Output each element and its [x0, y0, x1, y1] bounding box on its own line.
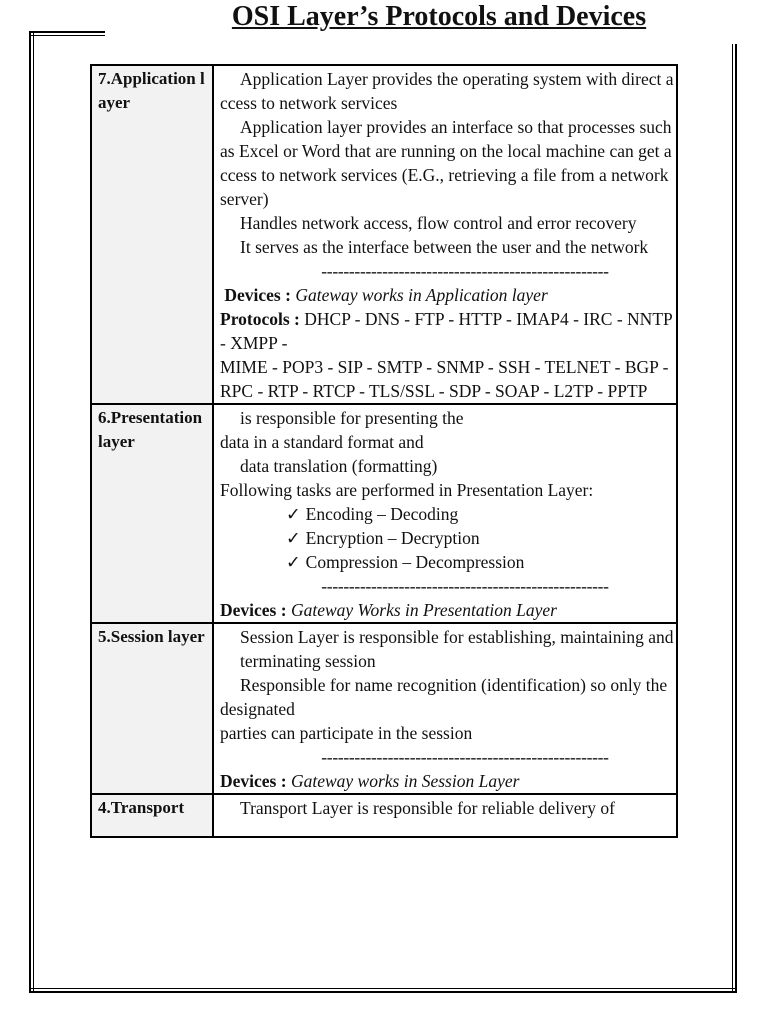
- description-paragraph: Handles network access, flow control and error recovery: [240, 213, 637, 233]
- description-line: Session Layer is responsible for establishing, maintaining and: [240, 627, 674, 647]
- page-border-left: [29, 31, 34, 993]
- description-line: is responsible for presenting the: [240, 408, 464, 428]
- layer-description-session: [213, 623, 677, 794]
- separator-line: ----------------------------------------------------: [321, 747, 609, 767]
- page-border-bottom: [29, 988, 737, 993]
- table-row-transport: [91, 794, 677, 837]
- layer-description-presentation: [213, 404, 677, 623]
- separator-line: ----------------------------------------------------: [321, 576, 609, 596]
- description-line: terminating session: [240, 651, 376, 671]
- devices-value: Gateway works in Session Layer: [290, 771, 520, 791]
- devices-label: Devices :: [220, 600, 287, 620]
- task-label: Encryption – Decryption: [305, 528, 480, 548]
- devices-value: Gateway Works in Presentation Layer: [290, 600, 557, 620]
- devices-label: Devices :: [224, 285, 291, 305]
- description-paragraph: Application Layer provides the operating system with direct access to network services: [220, 69, 674, 113]
- task-label: Encoding – Decoding: [305, 504, 459, 524]
- layer-description-application: [213, 65, 677, 404]
- page-border-top: [29, 31, 105, 36]
- protocols-label: Protocols :: [220, 309, 300, 329]
- task-item: [220, 550, 674, 574]
- description-line: parties can participate in the session: [220, 723, 473, 743]
- devices-line: [220, 598, 674, 622]
- task-item: [220, 502, 674, 526]
- description-line: Responsible for name recognition (identification) so only the designated: [220, 675, 668, 719]
- protocols-line: [220, 307, 674, 355]
- page-title: OSI Layer’s Protocols and Devices: [231, 1, 647, 32]
- protocols-line-2: MIME - POP3 - SIP - SMTP - SNMP - SSH - TELNET - BGP - RPC - RTP - RTCP - TLS/SSL - SDP - SOAP - L2TP - PPTP: [220, 357, 669, 401]
- protocols-value: DHCP - DNS - FTP - HTTP - IMAP4 - IRC - NNTP - XMPP -: [220, 309, 673, 353]
- layer-name-application: 7.Application layer: [91, 65, 213, 404]
- separator-line: ----------------------------------------------------: [321, 261, 609, 281]
- table-row-application: [91, 65, 677, 404]
- checkmark-icon: ✓: [286, 504, 301, 524]
- layer-name-session: 5.Session layer: [91, 623, 213, 794]
- devices-label: Devices :: [220, 771, 287, 791]
- task-item: [220, 526, 674, 550]
- layer-name-presentation: 6.Presentation layer: [91, 404, 213, 623]
- description-paragraph: Application layer provides an interface so that processes such as Excel or Word that are running on the local machine can get access to network services (E.G., retrieving a file from a network server): [220, 117, 672, 209]
- table-row-session: [91, 623, 677, 794]
- table-row-presentation: [91, 404, 677, 623]
- devices-line: [220, 769, 674, 793]
- description-line: data translation (formatting): [240, 456, 438, 476]
- checkmark-icon: ✓: [286, 552, 301, 572]
- description-line: Transport Layer is responsible for reliable delivery of: [240, 798, 616, 818]
- osi-layers-table: [90, 64, 678, 838]
- page-border-right: [732, 44, 737, 993]
- task-label: Compression – Decompression: [305, 552, 525, 572]
- description-line: data in a standard format and: [220, 432, 424, 452]
- description-paragraph: It serves as the interface between the user and the network: [240, 237, 649, 257]
- devices-value: Gateway works in Application layer: [295, 285, 548, 305]
- devices-line: [220, 283, 674, 307]
- layer-name-transport: 4.Transport: [91, 794, 213, 837]
- layer-description-transport: [213, 794, 677, 837]
- checkmark-icon: ✓: [286, 528, 301, 548]
- description-line: Following tasks are performed in Presentation Layer:: [220, 480, 594, 500]
